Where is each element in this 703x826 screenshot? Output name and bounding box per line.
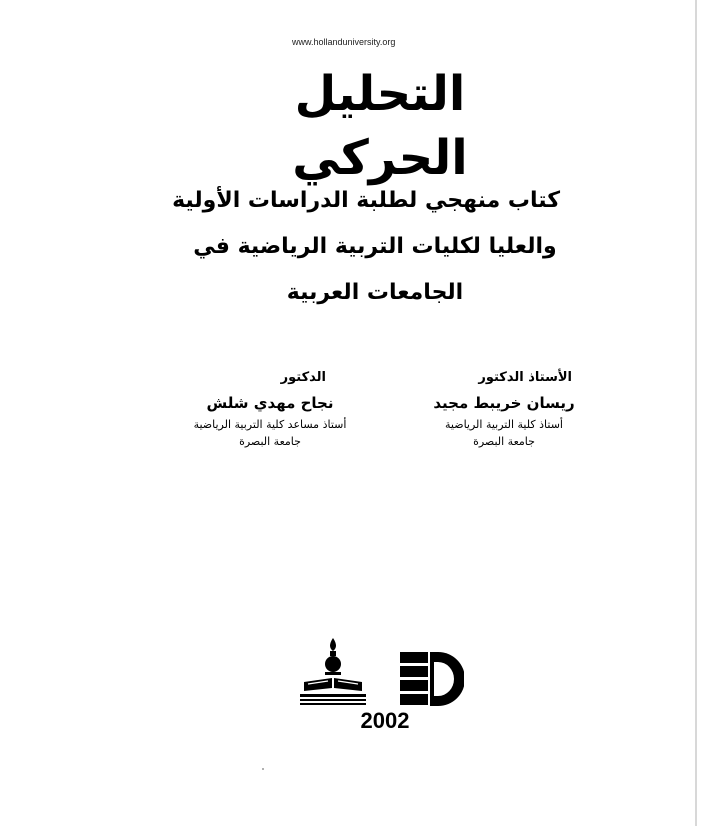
author-university: جامعة البصرة xyxy=(473,435,535,448)
subtitle-line: كتاب منهجي لطلبة الدراسات الأولية xyxy=(172,188,560,213)
author-academic-title: الأستاذ الدكتور xyxy=(478,370,572,385)
publisher-logo-icon xyxy=(400,652,464,706)
author-position: أستاذ كلية التربية الرياضية xyxy=(445,418,563,431)
author-university: جامعة البصرة xyxy=(239,435,301,448)
author-position: أستاذ مساعد كلية التربية الرياضية xyxy=(193,418,347,431)
book-title: التحليل الحركي xyxy=(292,66,468,186)
author-block-second xyxy=(170,366,370,450)
publication-year: 2002 xyxy=(360,708,410,733)
page-edge xyxy=(695,0,697,826)
scan-speck xyxy=(262,768,264,770)
source-url: www.hollanduniversity.org xyxy=(292,37,396,47)
subtitle-line: الجامعات العربية xyxy=(286,280,464,305)
author-name: نجاح مهدي شلش xyxy=(206,394,334,412)
author-academic-title: الدكتور xyxy=(280,370,326,385)
book-subtitle xyxy=(172,178,560,316)
subtitle-line: والعليا لكليات التربية الرياضية في xyxy=(193,234,557,259)
author-name: ريسان خريبط مجيد xyxy=(433,394,575,412)
university-emblem-icon xyxy=(298,636,368,708)
author-block-first xyxy=(424,366,584,450)
